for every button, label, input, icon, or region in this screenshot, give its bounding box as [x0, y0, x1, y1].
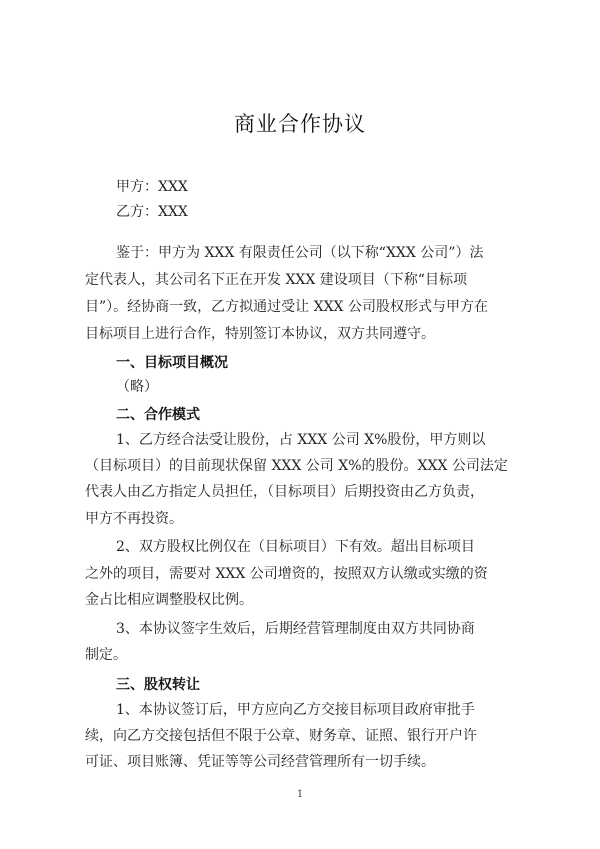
clause-line: 可证、项目账簿、凭证等等公司经营管理所有一切手续。 [85, 754, 435, 770]
preamble-line: 目标项目上进行合作，特别签订本协议，双方共同遵守。 [85, 326, 435, 342]
clause-line: （目标项目）的目前现状保留 XXX 公司 X%的股份。XXX 公司法定 [85, 458, 508, 474]
clause-line: 1、本协议签订后，甲方应向乙方交接目标项目政府审批手 [116, 702, 475, 718]
section-heading: 二、合作模式 [116, 407, 200, 423]
clause-line: 2、双方股权比例仅在（目标项目）下有效。超出目标项目 [116, 539, 475, 555]
preamble-line: 目”）。经协商一致，乙方拟通过受让 XXX 公司股权形式与甲方在 [85, 299, 488, 315]
preamble-line: 定代表人，其公司名下正在开发 XXX 建设项目（下称“目标项 [85, 272, 467, 288]
clause-line: 续，向乙方交接包括但不限于公章、财务章、证照、银行开户许 [85, 728, 477, 744]
clause-line: 甲方不再投资。 [85, 511, 183, 527]
document-title: 商业合作协议 [234, 112, 366, 136]
clause-line: 代表人由乙方指定人员担任，（目标项目）后期投资由乙方负责， [85, 484, 484, 500]
clause-line: 金占比相应调整股权比例。 [85, 592, 253, 608]
party-a-line: 甲方：XXX [116, 179, 188, 195]
party-b-line: 乙方：XXX [116, 204, 188, 220]
section-heading: 三、股权转让 [116, 677, 200, 693]
section-body-line: （略） [116, 379, 158, 395]
page-number: 1 [296, 789, 304, 800]
clause-line: 制定。 [85, 647, 127, 663]
clause-line: 1、乙方经合法受让股份，占 XXX 公司 X%股份，甲方则以 [116, 432, 486, 448]
section-heading: 一、目标项目概况 [116, 355, 228, 371]
clause-line: 之外的项目，需要对 XXX 公司增资的，按照双方认缴或实缴的资 [85, 566, 488, 582]
preamble-line: 鉴于：甲方为 XXX 有限责任公司（以下称“XXX 公司”）法 [116, 245, 484, 261]
clause-line: 3、本协议签字生效后，后期经营管理制度由双方共同协商 [116, 621, 475, 637]
